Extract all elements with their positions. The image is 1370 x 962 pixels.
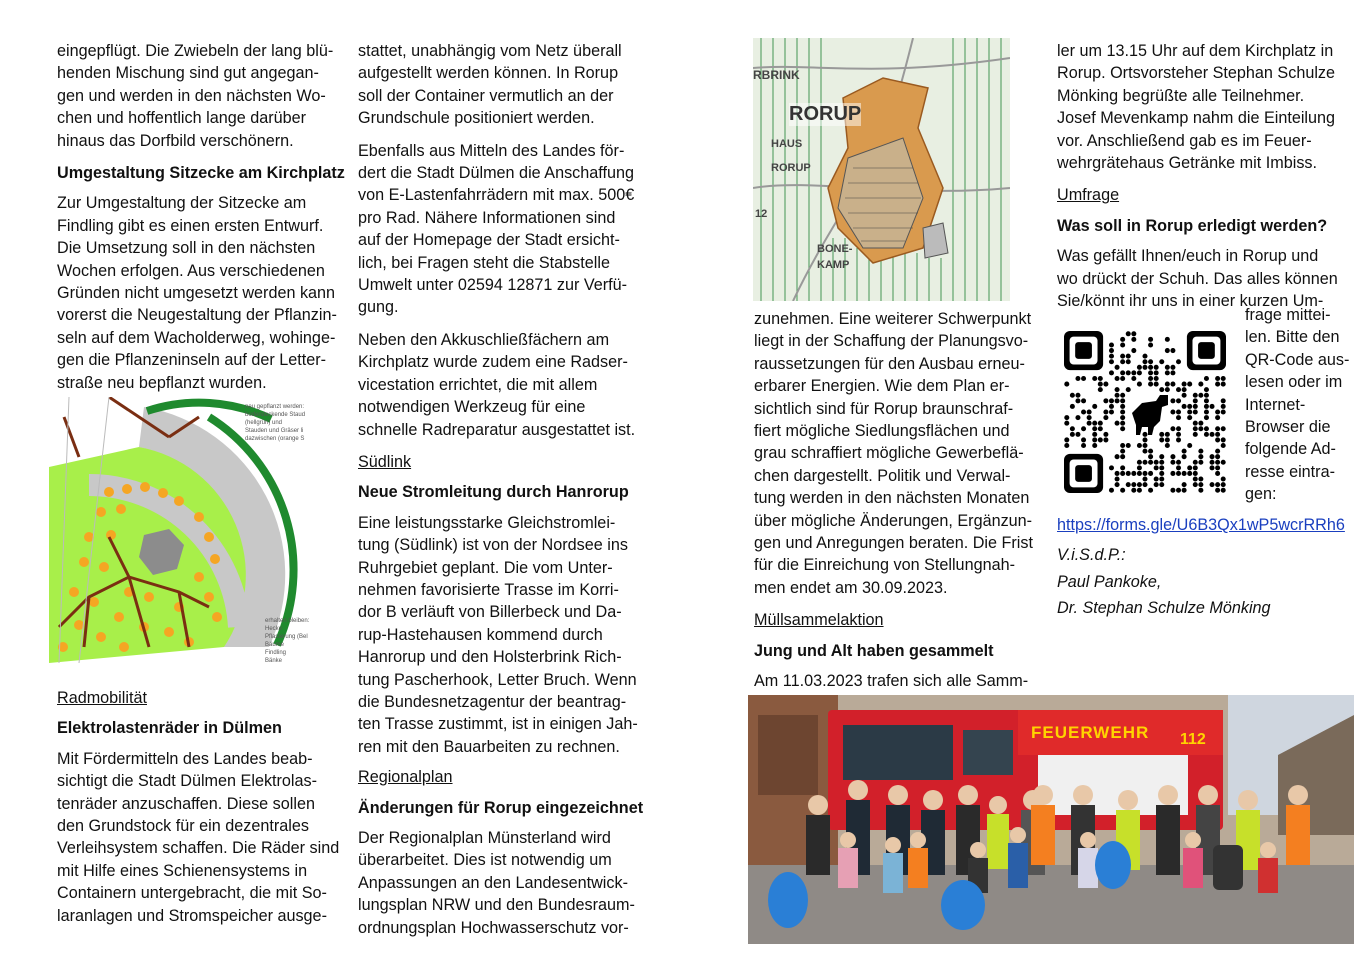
qr-code[interactable] bbox=[1064, 331, 1226, 493]
column-1-bottom bbox=[57, 687, 347, 927]
column-1 bbox=[57, 0, 347, 394]
heading-umfrage: Was soll in Rorup erledigt werden? bbox=[1057, 216, 1328, 235]
paragraph-umfrage: Was gefällt Ihnen/euch in Rorup und wo drückt der Schuh. Das alles können Sie/könnt ihr uns in einer kurzen Um- bbox=[1057, 247, 1338, 311]
paragraph-planung: zunehmen. Eine weiterer Schwerpunkt liegt in der Schaffung der Planungsvo- raussetzungen für den Ausbau erneu- erbarer Energien. Wie dem Plan er- sichtlich sind für Rorup braunschraf- fiert mögliche Siedlungsflächen und grau schraffiert mögliche Gewerbeflä- chen dargestellt. Politik und Verwal- tung werden in den nächsten Monaten über mögliche Änderungen, Ergänzun- gen und Anregungen beraten. Die Frist für die Einreichung von Stellungnah- men endet am 30.09.2023. bbox=[754, 310, 1033, 597]
section-regionalplan: Regionalplan bbox=[358, 768, 453, 787]
paragraph-suedlink: Eine leistungsstarke Gleichstromlei- tung (Südlink) ist von der Nordsee ins Ruhrgebiet geplant. Die vom Unter- nehmen favorisierte Trasse im Korri- dor B verläuft von Billerbeck und Da- rup-Hastehausen kommend durch Hanrorup und den Holsterbrink Rich- tung Pascherhook, Letter Bruch. Wenn die Bundesnetzagentur der beantrag- ten Trasse zustimmt, ist in einigen Jah- ren mit den Bauarbeiten zu rechnen. bbox=[358, 513, 638, 756]
heading-sitzecke: Umgestaltung Sitzecke am Kirchplatz bbox=[57, 164, 345, 183]
paragraph-sitzecke: Zur Umgestaltung der Sitzecke am Findling gibt es einen ersten Entwurf. Die Umsetzung soll in den nächsten Wochen erfolgen. Aus verschiedenen Gründen nicht umgesetzt werden kann vorerst die Neugestaltung der Pflanzin- seln auf dem Wacholderweg, wohinge- gen die Pflanzeninseln auf der Letter- straße neu bepflanzt wurden. bbox=[57, 194, 337, 392]
visdp-label: V.i.S.d.P.: bbox=[1057, 546, 1126, 565]
planting-plan-figure bbox=[49, 397, 314, 663]
section-umfrage: Umfrage bbox=[1057, 186, 1120, 205]
paragraph-samm: Am 11.03.2023 trafen sich alle Samm- bbox=[754, 672, 1029, 691]
heading-regionalplan: Änderungen für Rorup eingezeichnet bbox=[358, 798, 644, 817]
map-label-kamp: KAMP bbox=[817, 259, 850, 271]
truck-number: 112 bbox=[1180, 731, 1206, 748]
truck-lettering: FEUERWEHR bbox=[1031, 723, 1150, 742]
column-2 bbox=[358, 0, 649, 939]
map-label-haus-rorup: RORUP bbox=[771, 162, 811, 174]
map-label-haus: HAUS bbox=[771, 138, 803, 150]
paragraph-foerderung: Ebenfalls aus Mitteln des Landes för- dert die Stadt Dülmen die Anschaffung von E-Lastenfahrrädern mit max. 500€ pro Rad. Nähere Informationen sind auf der Homepage der Stadt ersicht- lich, bei Fragen steht die Stabstelle Umwelt unter 02594 12871 zur Verfü- gung. bbox=[358, 141, 635, 317]
plan-legend-bottom: erhalten bleiben: Hecke Pflasterung (Bel Bäume Findling Bänke bbox=[265, 618, 310, 663]
section-muellsammelaktion: Müllsammelaktion bbox=[754, 611, 884, 630]
section-suedlink: Südlink bbox=[358, 452, 412, 471]
paragraph-regionalplan: Der Regionalplan Münsterland wird überarbeitet. Dies ist notwendig um Anpassungen an den Landesentwick- lungsplan NRW und den Bundesraum- ordnungsplan Hochwasserschutz vor- bbox=[358, 829, 635, 937]
paragraph-tulips: eingepflügt. Die Zwiebeln der lang blü- henden Mischung sind gut angegan- gen und werden in den nächsten Wo- chen und hoffentlich lange darüber hinaus das Dorfbild verschönern. bbox=[57, 42, 334, 150]
map-label-brink: RBRINK bbox=[753, 68, 800, 82]
heading-jung-alt: Jung und Alt haben gesammelt bbox=[754, 641, 994, 660]
column-3 bbox=[754, 308, 1046, 693]
survey-link[interactable]: https://forms.gle/U6B3Qx1wP5wcrRRh6 bbox=[1057, 516, 1345, 534]
regional-map-figure bbox=[753, 38, 1010, 301]
map-label-bone: BONE- bbox=[817, 243, 853, 255]
paragraph-kirchplatz: ler um 13.15 Uhr auf dem Kirchplatz in Rorup. Ortsvorsteher Stephan Schulze Mönking begrüßte alle Teilnehmer. Josef Mevenkamp nahm die Einteilung vor. Anschließend gab es im Feuer- wehrgrätehaus Getränke mit Imbiss. bbox=[1057, 42, 1336, 173]
author-pankoke: Paul Pankoke, bbox=[1057, 572, 1162, 591]
section-radmobilitaet: Radmobilität bbox=[57, 689, 147, 707]
author-schulze-moenking: Dr. Stephan Schulze Mönking bbox=[1057, 599, 1271, 618]
map-label-rorup: RORUP bbox=[789, 103, 862, 125]
paragraph-lastenraeder: Mit Fördermitteln des Landes beab- sichtigt die Stadt Dülmen Elektrolas- tenräder anzuschaffen. Diese sollen den Grundstock für ein dezentrales Verleihsystem schaffen. Die Räder sind mit Hilfe eines Schienensystems in Containern untergebracht, die mit So- laranlagen und Stromspeicher ausge- bbox=[57, 749, 340, 925]
column-4 bbox=[1057, 0, 1349, 312]
column-4-bottom bbox=[1057, 514, 1357, 620]
paragraph-radservice: Neben den Akkuschließfächern am Kirchplatz wurde zudem eine Radser- vicestation errichtet, die mit allem notwendigen Werkzeug für eine schnelle Radreparatur ausgestattet ist. bbox=[358, 330, 636, 439]
qr-code-pattern bbox=[1064, 331, 1226, 493]
qr-side-text: frage mittei- len. Bitte den QR-Code aus- lesen oder im Internet- Browser die folgende Ad- resse eintra- gen: bbox=[1245, 306, 1350, 504]
map-label-number: 12 bbox=[755, 208, 768, 220]
group-photo bbox=[748, 695, 1354, 944]
paragraph-container: stattet, unabhängig vom Netz überall aufgestellt werden können. In Rorup soll der Container vermutlich an der Grundschule positioniert werden. bbox=[358, 42, 622, 128]
plan-legend-top: neu gepflanzt werden: bodendeckende Staud (hellgrün) und Stauden und Gräser li dazwischen (orange S bbox=[245, 404, 306, 442]
heading-stromleitung: Neue Stromleitung durch Hanrorup bbox=[358, 483, 629, 502]
heading-lastenraeder: Elektrolastenräder in Dülmen bbox=[57, 719, 282, 738]
